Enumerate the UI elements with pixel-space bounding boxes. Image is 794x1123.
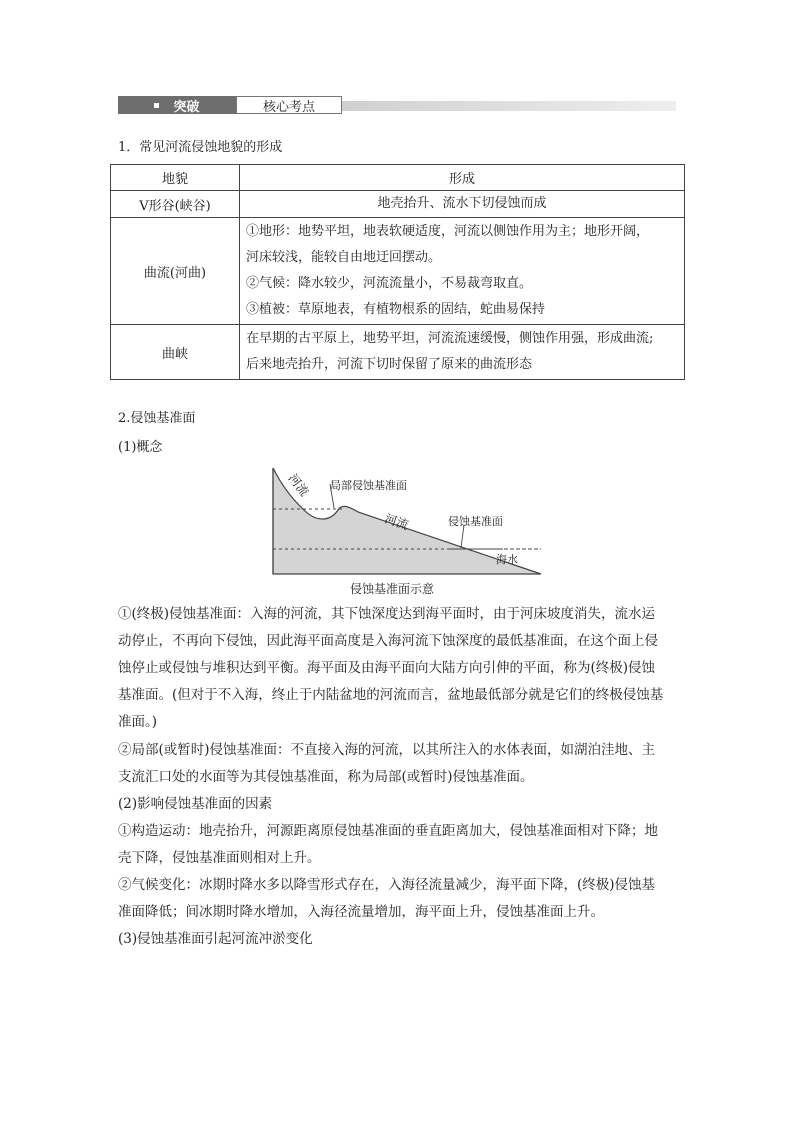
label-erosion-base: 侵蚀基准面 — [448, 515, 503, 528]
label-river-mid: 河流 — [383, 511, 411, 533]
paragraph-ultimate-base — [118, 601, 684, 736]
table-row — [111, 325, 685, 380]
formation-cell — [240, 218, 685, 325]
section-header — [118, 96, 676, 116]
formation-line: 河床较浅，能较自由地迂回摆动。 — [246, 250, 442, 265]
text-line: 壳下降，侵蚀基准面则相对上升。 — [118, 850, 321, 866]
paragraph-local-base — [118, 737, 684, 791]
text-line: (2)影响侵蚀基准面的因素 — [118, 796, 273, 812]
landform-table — [110, 164, 685, 380]
formation-line: 在早期的古平原上，地势平坦，河流流速缓慢，侧蚀作用强，形成曲流; — [246, 331, 654, 346]
label-sea: 海水 — [496, 553, 518, 566]
formation-line: 地壳抬升、流水下切侵蚀而成 — [377, 196, 547, 211]
paragraph-climate — [118, 872, 684, 926]
base-pointer — [461, 525, 464, 548]
erosion-base-diagram — [268, 462, 548, 582]
landform-cell: V形谷(峡谷) — [111, 191, 240, 218]
text-line: 支流汇口处的水面等为其侵蚀基准面，称为局部(或暂时)侵蚀基准面。 — [118, 769, 534, 785]
text-line: 蚀停止或侵蚀与堆积达到平衡。海平面及由海平面向大陆方向引伸的平面，称为(终极)侵蚀 — [118, 660, 656, 676]
header-divider — [342, 101, 676, 111]
landform-cell: 曲流(河曲) — [111, 218, 240, 325]
text-line: 动停止，不再向下侵蚀，因此海平面高度是入海河流下蚀深度的最低基准面，在这个面上侵 — [118, 633, 658, 649]
text-line: ②气候变化：冰期时降水多以降雪形式存在，入海径流量减少，海平面下降，(终极)侵蚀基 — [118, 877, 656, 893]
section-tag-label: 突破 — [173, 99, 200, 115]
text-line: ②局部(或暂时)侵蚀基准面：不直接入海的河流，以其所注入的水体表面，如湖泊洼地、主 — [118, 742, 656, 758]
table-row — [111, 218, 685, 325]
text-line: 基准面。(但对于不入海，终止于内陆盆地的河流而言，盆地最低部分就是它们的终极侵蚀基 — [118, 687, 664, 703]
text-line: (3)侵蚀基准面引起河流冲淤变化 — [118, 931, 313, 947]
text-line: 准面降低；间冰期时降水增加，入海径流量增加，海平面上升，侵蚀基准面上升。 — [118, 904, 604, 920]
text-line: ①(终极)侵蚀基准面：入海的河流，其下蚀深度达到海平面时，由于河床坡度消失，流水运 — [118, 606, 656, 622]
formation-line: 后来地壳抬升，河流下切时保留了原来的曲流形态 — [246, 357, 533, 372]
heading-erosion-base: 2.侵蚀基准面 — [118, 411, 196, 426]
formation-line: ③植被：草原地表，有植物根系的固结，蛇曲易保持 — [246, 302, 546, 317]
formation-line: ②气候：降水较少，河流流量小，不易裁弯取直。 — [246, 276, 533, 291]
subheading-scour — [118, 926, 684, 953]
figure-caption: 侵蚀基准面示意 — [350, 582, 435, 596]
label-local-base: 局部侵蚀基准面 — [330, 479, 407, 492]
heading-landforms: 1．常见河流侵蚀地貌的形成 — [118, 140, 283, 155]
subheading-factors — [118, 791, 684, 818]
label-river-top: 河流 — [285, 471, 312, 499]
formation-cell — [240, 191, 685, 218]
formation-cell — [240, 325, 685, 380]
subheading-concept: (1)概念 — [118, 440, 163, 455]
section-title: 核心考点 — [236, 96, 342, 114]
section-tag — [118, 96, 236, 114]
formation-line: ①地形：地势平坦，地表软硬适度，河流以侧蚀作用为主；地形开阔， — [246, 224, 650, 239]
text-line: 准面。) — [118, 714, 158, 730]
text-line: ①构造运动：地壳抬升，河源距离原侵蚀基准面的垂直距离加大，侵蚀基准面相对下降；地 — [118, 823, 658, 839]
header-cell-formation: 形成 — [240, 165, 685, 191]
bullet-square-icon — [154, 103, 159, 108]
paragraph-tectonic — [118, 818, 684, 872]
table-header-row — [111, 165, 685, 191]
table-row — [111, 191, 685, 218]
landform-cell: 曲峡 — [111, 325, 240, 380]
header-cell-landform: 地貌 — [111, 165, 240, 191]
